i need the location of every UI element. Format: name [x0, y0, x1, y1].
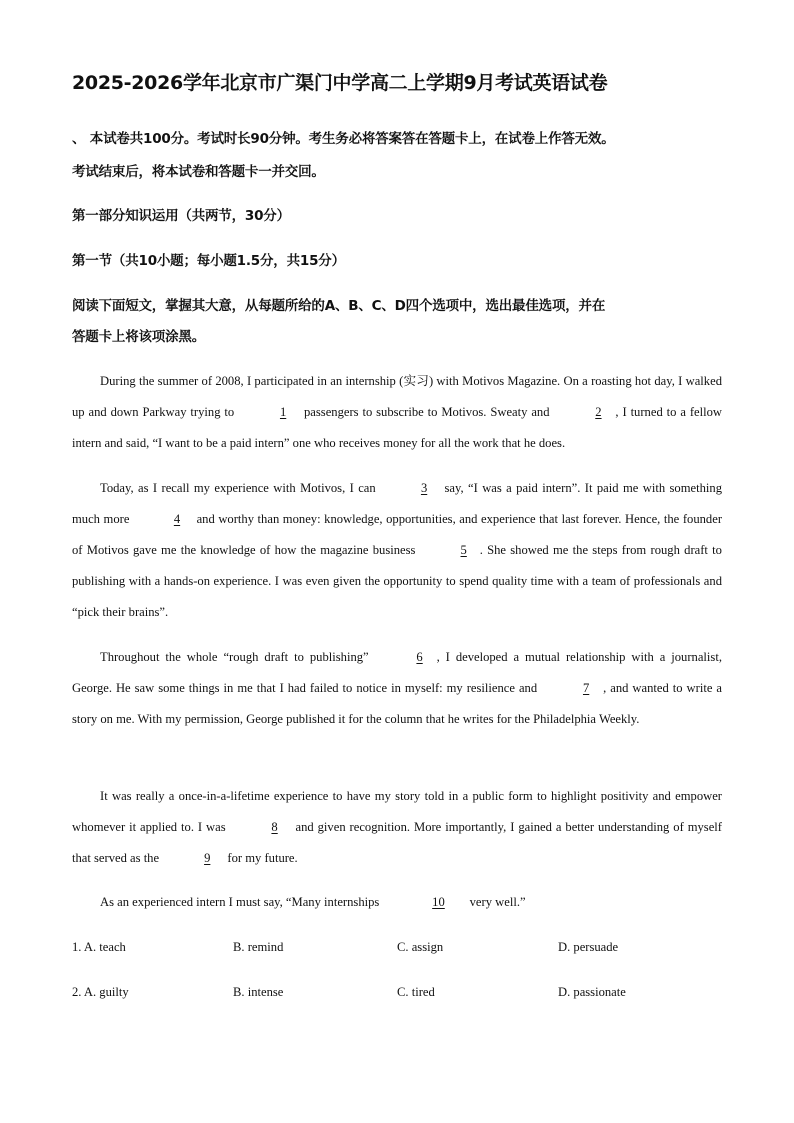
part-heading: 第一部分知识运用（共两节，30分） [72, 208, 290, 224]
exam-title: 2025-2026学年北京市广渠门中学高二上学期9月考试英语试卷 [72, 72, 608, 94]
q2-option-a[interactable]: 2. A. guilty [72, 985, 129, 999]
blank-8: 8 [271, 820, 278, 834]
blank-4: 4 [173, 512, 181, 526]
directions-line-1: 阅读下面短文，掌握其大意，从每题所给的A、B、C、D四个选项中，选出最佳选项，并在 [72, 298, 606, 314]
blank-6: 6 [416, 650, 423, 664]
directions-line-2: 答题卡上将该项涂黑。 [72, 329, 205, 345]
instructions-line-2: 考试结束后，将本试卷和答题卡一并交回。 [72, 164, 325, 180]
q1-option-c[interactable]: C. assign [397, 940, 444, 954]
blank-7: 7 [582, 681, 590, 695]
q1-option-d[interactable]: D. persuade [558, 940, 619, 954]
q2-option-c[interactable]: C. tired [397, 985, 435, 999]
blank-5: 5 [460, 543, 467, 557]
passage-paragraph-1: During the summer of 2008, I participated in an internship (实习) with Motivos Magazine. On a roasting hot day, I walked up and down Parkway trying to 1 passengers to subscribe to Motivos. Sweaty and 2 , I turned to a fellow intern and said, “I want to be a paid intern” one who receives money for all the work that he does. [72, 374, 722, 450]
blank-1: 1 [279, 405, 287, 419]
passage-paragraph-2: Today, as I recall my experience with Motivos, I can 3 say, “I was a paid intern”. It paid me with something much more 4 and worthy than money: knowledge, opportunities, and experience that last forever. Hence, the founder of Motivos gave me the knowledge of how the magazine business 5 . She showed me the steps from rough draft to publishing with a hands-on experience. I was even given the opportunity to spend quality time with a team of professionals and “pick their brains”. [72, 473, 722, 628]
blank-10: 10 [432, 895, 445, 909]
passage-paragraph-5: As an experienced intern I must say, “Many internships 10 very well.” [72, 887, 722, 918]
q1-option-a[interactable]: 1. A. teach [72, 940, 126, 954]
blank-9: 9 [204, 851, 211, 865]
passage-paragraph-3: Throughout the whole “rough draft to publishing” 6 , I developed a mutual relationship with a journalist, George. He saw some things in me that I had failed to notice in myself: my resilience and 7 , and wanted to write a story on me. With my permission, George published it for the column that he writes for the Philadelphia Weekly. [72, 642, 722, 735]
q2-option-b[interactable]: B. intense [233, 985, 284, 999]
q1-option-b[interactable]: B. remind [233, 940, 284, 954]
blank-2: 2 [595, 405, 602, 419]
question-2 [72, 985, 722, 1005]
question-1 [72, 940, 722, 960]
passage-paragraph-4: It was really a once-in-a-lifetime experience to have my story told in a public form to highlight positivity and empower whomever it applied to. I was 8 and given recognition. More importantly, I gained a better understanding of myself that served as the 9 for my future. [72, 781, 722, 874]
instructions-line-1: 、 本试卷共100分。考试时长90分钟。考生务必将答案答在答题卡上，在试卷上作答无效。 [72, 131, 615, 147]
blank-3: 3 [420, 481, 428, 495]
q2-option-d[interactable]: D. passionate [558, 985, 626, 999]
section-heading: 第一节（共10小题；每小题1.5分，共15分） [72, 253, 345, 269]
